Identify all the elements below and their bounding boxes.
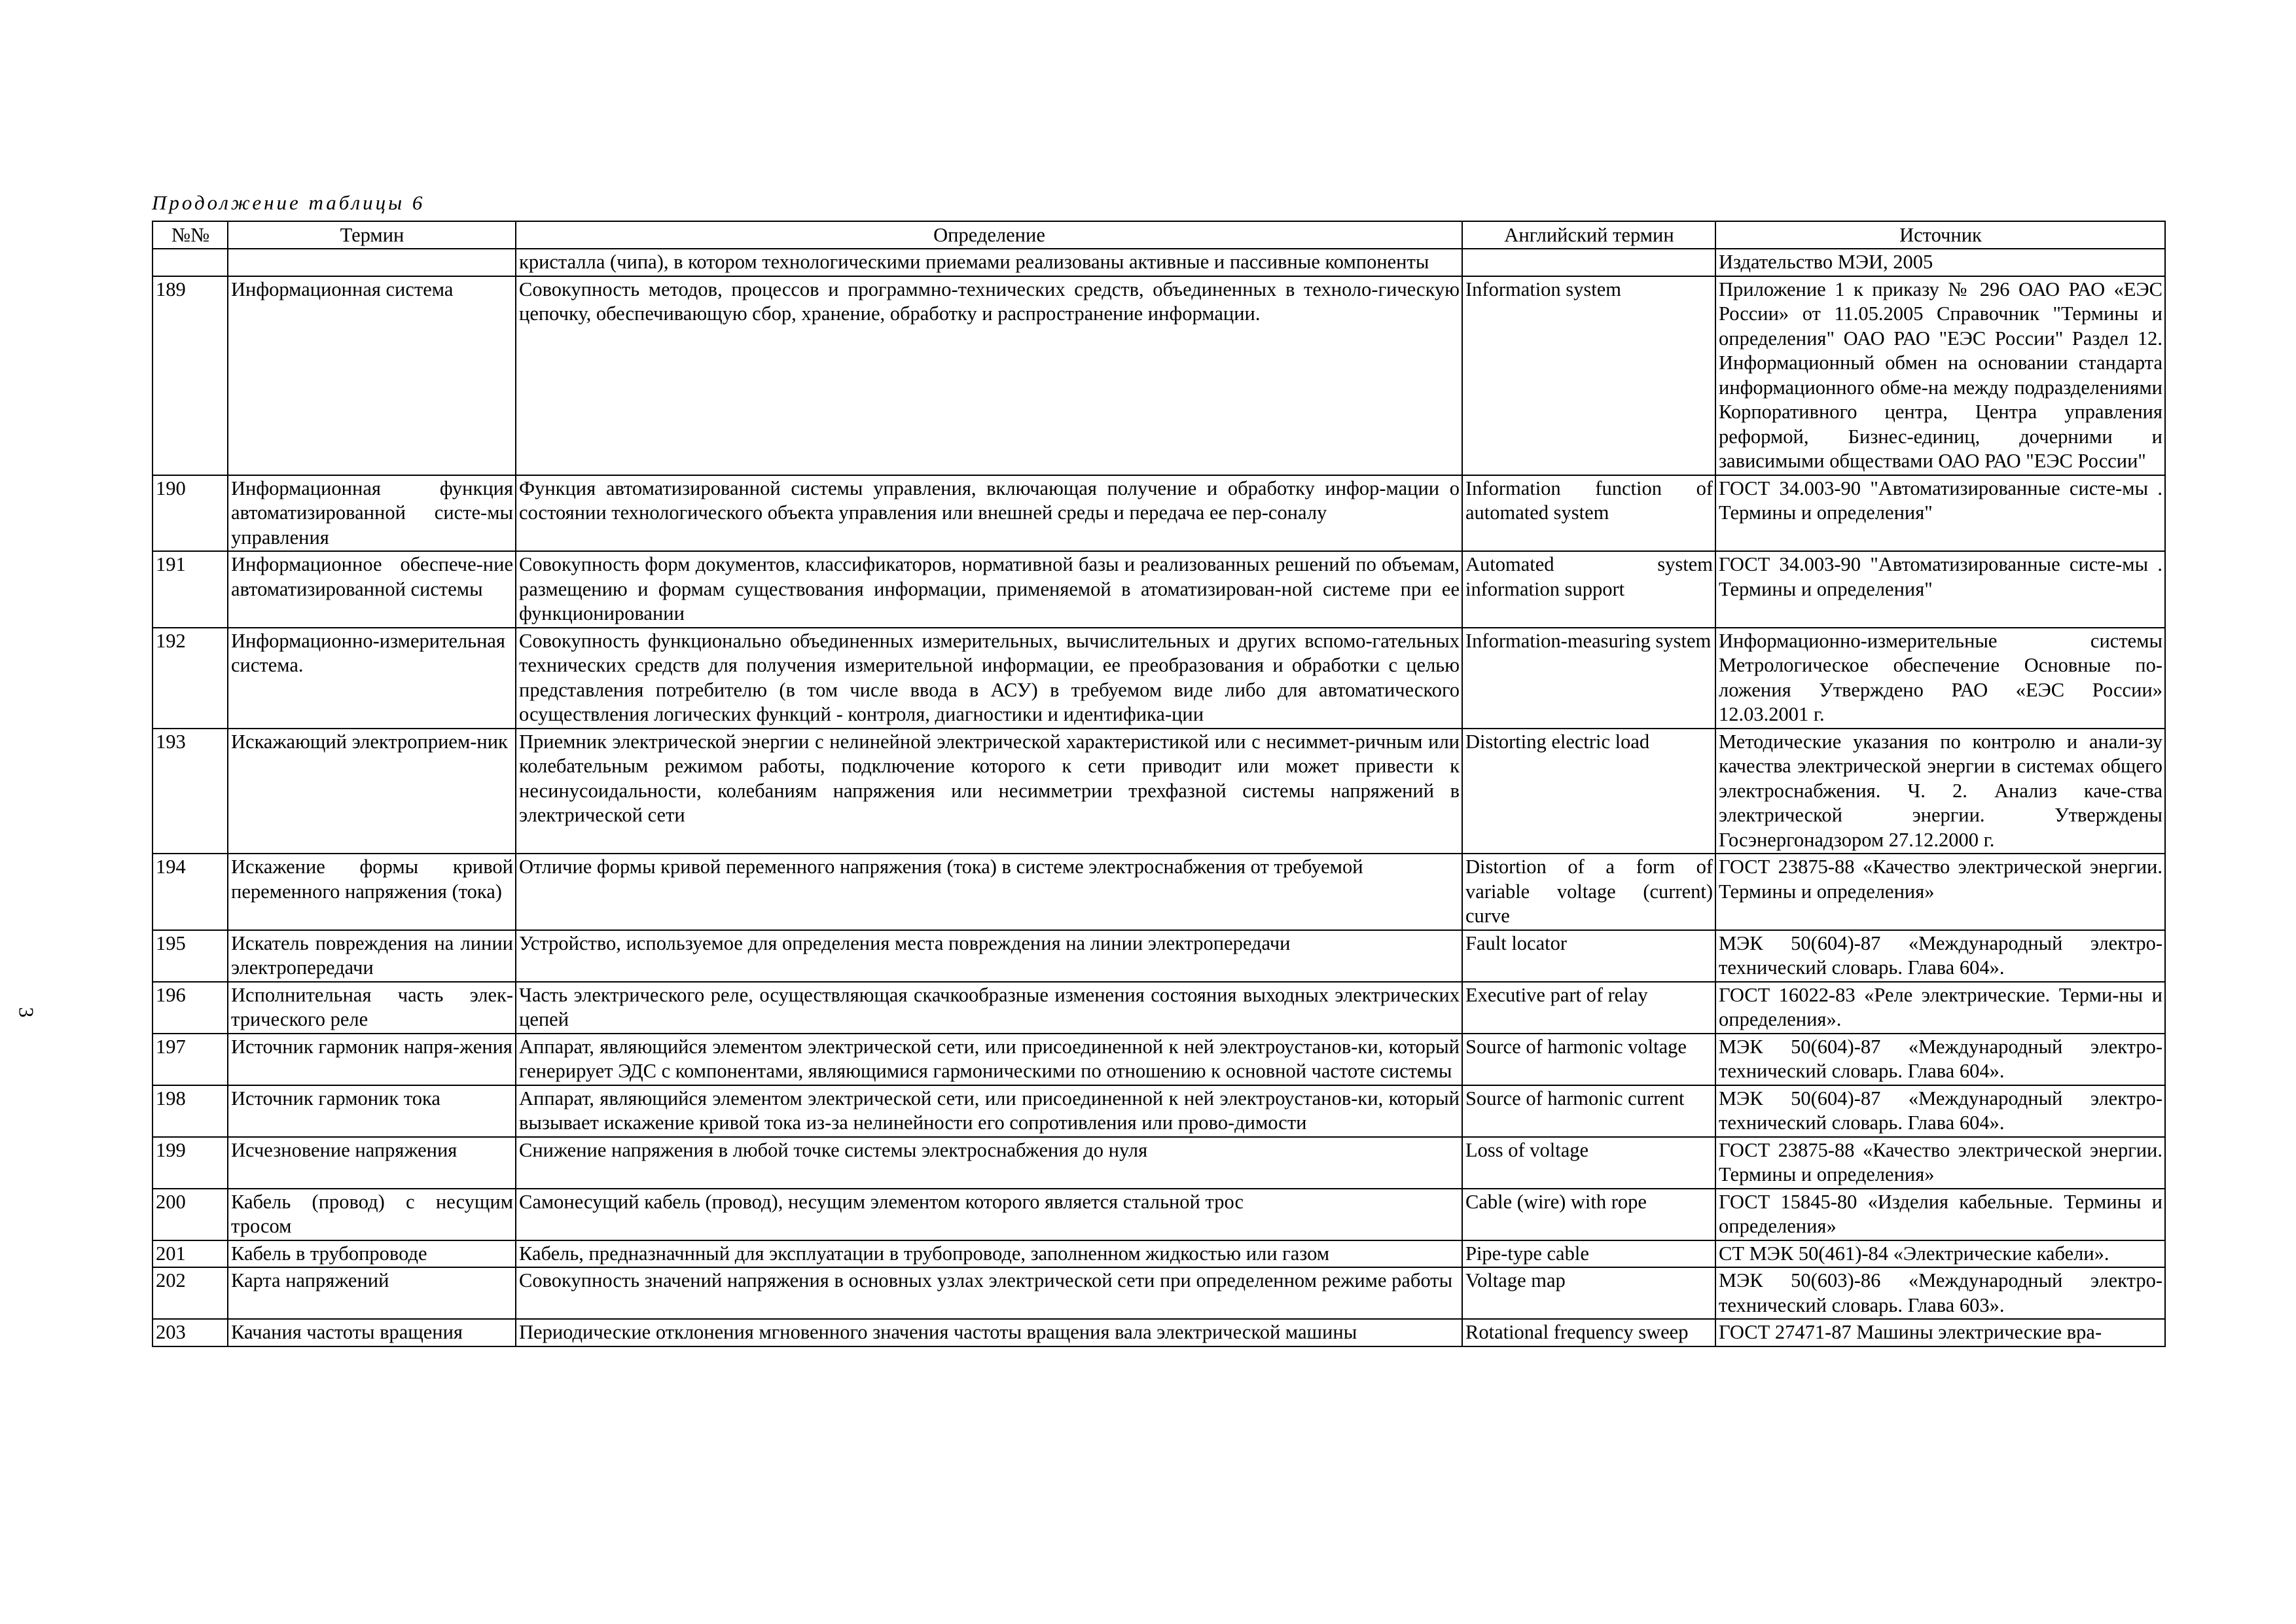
cell-definition: Отличие формы кривой переменного напряжения (тока) в системе электроснабжения от требуемой <box>516 854 1462 930</box>
column-header-source: Источник <box>1715 221 2165 249</box>
cell-definition: Кабель, предназначнный для эксплуатации в трубопроводе, заполненном жидкостью или газом <box>516 1240 1462 1268</box>
cell-definition: Совокупность функционально объединенных измерительных, вычислительных и других вспомо-гательных технических средств для получения измерительной информации, ее преобразования и обработки с целью представления потребителю (в том числе ввода в АСУ) в требуемом виде либо для автоматического осуществления логических функций - контроля, диагностики и идентифика-ции <box>516 628 1462 729</box>
table-row <box>152 930 2165 982</box>
cell-definition: Снижение напряжения в любой точке системы электроснабжения до нуля <box>516 1137 1462 1189</box>
cell-source: ГОСТ 15845-80 «Изделия кабельные. Термины и определения» <box>1715 1189 2165 1240</box>
cell-number: 202 <box>152 1267 228 1319</box>
cell-english-term: Information function of automated system <box>1462 475 1715 552</box>
cell-english-term: Cable (wire) with rope <box>1462 1189 1715 1240</box>
cell-definition: кристалла (чипа), в котором технологическими приемами реализованы активные и пассивные компоненты <box>516 249 1462 276</box>
cell-source: ГОСТ 34.003-90 "Автоматизированные систе-мы . Термины и определения" <box>1715 551 2165 628</box>
page-number: 3 <box>14 1007 39 1018</box>
cell-term: Карта напряжений <box>228 1267 516 1319</box>
cell-definition: Аппарат, являющийся элементом электрической сети, или присоединенной к ней электроустанов-ки, который вызывает искажение кривой тока из-за нелинейности его сопротивления или прово-димости <box>516 1085 1462 1137</box>
cell-source: ГОСТ 23875-88 «Качество электрической энергии. Термины и определения» <box>1715 854 2165 930</box>
table-row <box>152 551 2165 628</box>
cell-source: ГОСТ 34.003-90 "Автоматизированные систе-мы . Термины и определения" <box>1715 475 2165 552</box>
table-row <box>152 1319 2165 1346</box>
table-row <box>152 276 2165 475</box>
cell-number: 200 <box>152 1189 228 1240</box>
cell-definition: Устройство, используемое для определения места повреждения на линии электропередачи <box>516 930 1462 982</box>
cell-term: Исчезновение напряжения <box>228 1137 516 1189</box>
cell-english-term: Information-measuring system <box>1462 628 1715 729</box>
cell-definition: Периодические отклонения мгновенного значения частоты вращения вала электрической машины <box>516 1319 1462 1346</box>
table-row <box>152 1034 2165 1085</box>
cell-definition: Приемник электрической энергии с нелинейной электрической характеристикой или с несиммет-ричным или колебательным режимом работы, подключение которого к сети приводит или может привести к несинусоидальности, колебаниям напряжения или несимметрии трехфазной системы напряжений в электрической сети <box>516 729 1462 854</box>
cell-number: 193 <box>152 729 228 854</box>
cell-english-term: Voltage map <box>1462 1267 1715 1319</box>
cell-source: ГОСТ 23875-88 «Качество электрической энергии. Термины и определения» <box>1715 1137 2165 1189</box>
cell-definition: Совокупность методов, процессов и программно-технических средств, объединенных в техноло-гическую цепочку, обеспечивающую сбор, хранение, обработку и распространение информации. <box>516 276 1462 475</box>
cell-definition: Самонесущий кабель (провод), несущим элементом которого является стальной трос <box>516 1189 1462 1240</box>
cell-source: Методические указания по контролю и анали-зу качества электрической энергии в системах общего электроснабжения. Ч. 2. Анализ каче-ства электрической энергии. Утверждены Госэнергонадзором 27.12.2000 г. <box>1715 729 2165 854</box>
cell-number: 191 <box>152 551 228 628</box>
cell-term: Источник гармоник тока <box>228 1085 516 1137</box>
cell-number: 194 <box>152 854 228 930</box>
table-row <box>152 1240 2165 1268</box>
cell-english-term <box>1462 249 1715 276</box>
column-header-definition: Определение <box>516 221 1462 249</box>
cell-english-term: Loss of voltage <box>1462 1137 1715 1189</box>
cell-english-term: Source of harmonic voltage <box>1462 1034 1715 1085</box>
cell-number: 198 <box>152 1085 228 1137</box>
column-header-english-term: Английский термин <box>1462 221 1715 249</box>
cell-source: МЭК 50(603)-86 «Международный электро-технический словарь. Глава 603». <box>1715 1267 2165 1319</box>
cell-term: Качания частоты вращения <box>228 1319 516 1346</box>
cell-number: 201 <box>152 1240 228 1268</box>
table-row <box>152 628 2165 729</box>
cell-source: Информационно-измерительные системы Метрологическое обеспечение Основные по-ложения Утверждено РАО «ЕЭС России» 12.03.2001 г. <box>1715 628 2165 729</box>
cell-number <box>152 249 228 276</box>
cell-number: 192 <box>152 628 228 729</box>
cell-english-term: Pipe-type cable <box>1462 1240 1715 1268</box>
cell-term: Информационно-измерительная система. <box>228 628 516 729</box>
table-body <box>152 249 2165 1346</box>
cell-source: МЭК 50(604)-87 «Международный электро-технический словарь. Глава 604». <box>1715 930 2165 982</box>
cell-term: Источник гармоник напря-жения <box>228 1034 516 1085</box>
cell-number: 197 <box>152 1034 228 1085</box>
cell-definition: Часть электрического реле, осуществляющая скачкообразные изменения состояния выходных электрических цепей <box>516 982 1462 1034</box>
cell-definition: Аппарат, являющийся элементом электрической сети, или присоединенной к ней электроустанов-ки, который генерирует ЭДС с компонентами, являющимися гармоническими по отношению к основной частоте системы <box>516 1034 1462 1085</box>
cell-term: Информационная функция автоматизированной систе-мы управления <box>228 475 516 552</box>
cell-number: 199 <box>152 1137 228 1189</box>
cell-source: Издательство МЭИ, 2005 <box>1715 249 2165 276</box>
cell-term: Информационное обеспече-ние автоматизированной системы <box>228 551 516 628</box>
cell-term: Исполнительная часть элек-трического реле <box>228 982 516 1034</box>
table-row <box>152 1085 2165 1137</box>
cell-source: ГОСТ 27471-87 Машины электрические вра- <box>1715 1319 2165 1346</box>
cell-english-term: Automated system information support <box>1462 551 1715 628</box>
cell-english-term: Executive part of relay <box>1462 982 1715 1034</box>
table-row <box>152 249 2165 276</box>
table-header-row <box>152 221 2165 249</box>
table-caption: Продолжение таблицы 6 <box>152 191 425 214</box>
table-row <box>152 1137 2165 1189</box>
table-row <box>152 854 2165 930</box>
cell-english-term: Information system <box>1462 276 1715 475</box>
cell-term: Искажение формы кривой переменного напряжения (тока) <box>228 854 516 930</box>
cell-source: МЭК 50(604)-87 «Международный электро-технический словарь. Глава 604». <box>1715 1085 2165 1137</box>
cell-number: 196 <box>152 982 228 1034</box>
cell-english-term: Source of harmonic current <box>1462 1085 1715 1137</box>
cell-term: Искажающий электроприем-ник <box>228 729 516 854</box>
table-row <box>152 475 2165 552</box>
cell-number: 195 <box>152 930 228 982</box>
cell-source: СТ МЭК 50(461)-84 «Электрические кабели». <box>1715 1240 2165 1268</box>
cell-number: 189 <box>152 276 228 475</box>
cell-term: Кабель (провод) с несущим тросом <box>228 1189 516 1240</box>
table-row <box>152 729 2165 854</box>
cell-number: 203 <box>152 1319 228 1346</box>
cell-english-term: Rotational frequency sweep <box>1462 1319 1715 1346</box>
table-row <box>152 982 2165 1034</box>
cell-term: Кабель в трубопроводе <box>228 1240 516 1268</box>
cell-source: МЭК 50(604)-87 «Международный электро-технический словарь. Глава 604». <box>1715 1034 2165 1085</box>
cell-source: ГОСТ 16022-83 «Реле электрические. Терми-ны и определения». <box>1715 982 2165 1034</box>
table-row <box>152 1267 2165 1319</box>
column-header-number: №№ <box>152 221 228 249</box>
cell-english-term: Fault locator <box>1462 930 1715 982</box>
cell-definition: Совокупность форм документов, классификаторов, нормативной базы и реализованных решений по объемам, размещению и формам существования информации, применяемой в атоматизирован-ной системе при ее функционировании <box>516 551 1462 628</box>
terms-table <box>152 221 2166 1347</box>
cell-definition: Функция автоматизированной системы управления, включающая получение и обработку инфор-мации о состоянии технологического объекта управления или внешней среды и передача ее пер-соналу <box>516 475 1462 552</box>
cell-term <box>228 249 516 276</box>
cell-source: Приложение 1 к приказу № 296 ОАО РАО «ЕЭС России» от 11.05.2005 Справочник "Термины и определения" ОАО РАО "ЕЭС России" Раздел 12. Информационный обмен на основании стандарта информационного обме-на между подразделениями Корпоративного центра, Центра управления реформой, Бизнес-единиц, дочерними и зависимыми обществами ОАО РАО "ЕЭС России" <box>1715 276 2165 475</box>
table-row <box>152 1189 2165 1240</box>
cell-definition: Совокупность значений напряжения в основных узлах электрической сети при определенном режиме работы <box>516 1267 1462 1319</box>
cell-english-term: Distorting electric load <box>1462 729 1715 854</box>
column-header-term: Термин <box>228 221 516 249</box>
cell-english-term: Distortion of a form of variable voltage (current) curve <box>1462 854 1715 930</box>
cell-term: Информационная система <box>228 276 516 475</box>
cell-term: Искатель повреждения на линии электропередачи <box>228 930 516 982</box>
cell-number: 190 <box>152 475 228 552</box>
